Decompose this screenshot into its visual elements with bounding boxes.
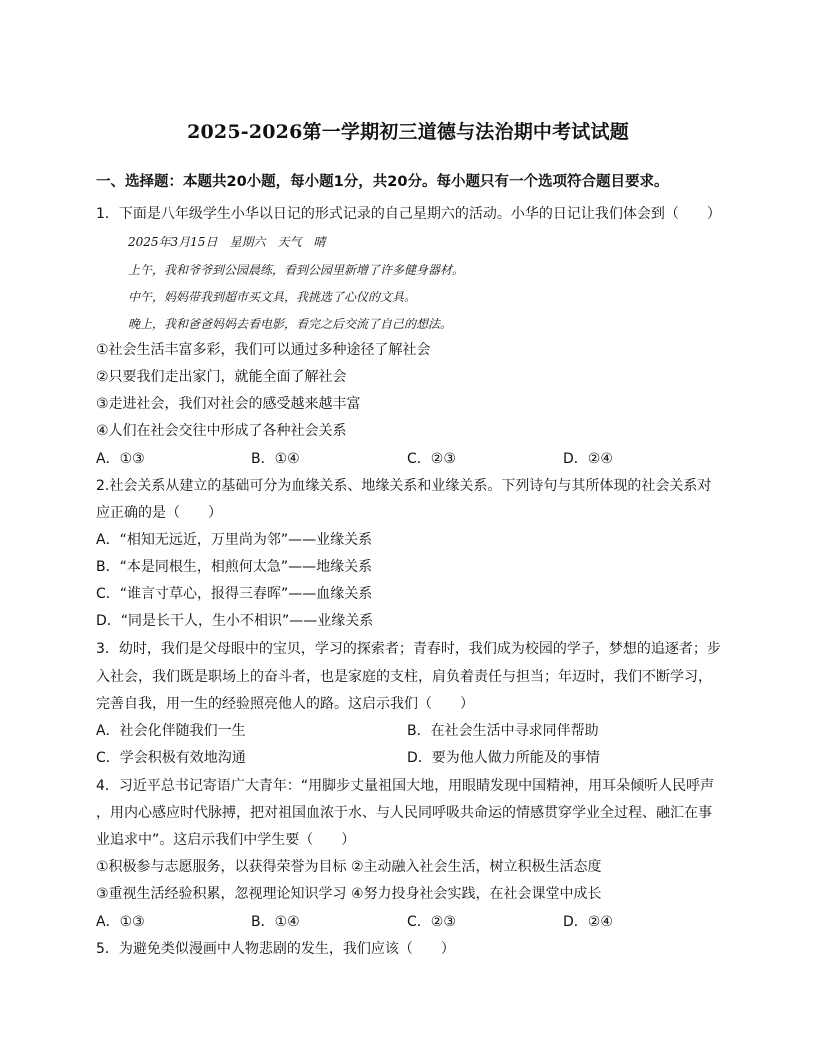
section-header: 一、选择题：本题共20小题，每小题1分，共20分。每小题只有一个选项符合题目要求。	[96, 174, 669, 190]
q4-option-d: D．②④	[563, 914, 613, 930]
q4-stem: 业追求中”。这启示我们中学生要（ ）	[96, 832, 356, 848]
q1-option-a: A．①③	[96, 451, 145, 467]
q1-diary-line: 上午，我和爷爷到公园晨练，看到公园里新增了许多健身器材。	[128, 263, 465, 277]
q1-option-b: B．①④	[251, 451, 300, 467]
q1-option-c: C．②③	[407, 451, 456, 467]
q4-option-a: A．①③	[96, 914, 145, 930]
q1-diary-line: 晚上，我和爸爸妈妈去看电影，看完之后交流了自己的想法。	[128, 317, 453, 331]
q1-option-d: D．②④	[563, 451, 613, 467]
q3-option-b: B．在社会生活中寻求同伴帮助	[407, 723, 599, 739]
q4-option-c: C．②③	[407, 914, 456, 930]
q1-statement: ①社会生活丰富多彩，我们可以通过多种途径了解社会	[96, 342, 431, 358]
q2-option-a: A．“相知无远近，万里尚为邻”——业缘关系	[96, 532, 373, 548]
q3-option-a: A．社会化伴随我们一生	[96, 723, 246, 739]
q4-option-b: B．①④	[251, 914, 300, 930]
q2-option-b: B．“本是同根生，相煎何太急”——地缘关系	[96, 559, 373, 575]
q1-statement: ②只要我们走出家门，就能全面了解社会	[96, 369, 347, 385]
q2-option-d: D．“同是长干人，生小不相识”——业缘关系	[96, 613, 374, 629]
q4-stem: ，用内心感应时代脉搏，把对祖国血浓于水、与人民同呼吸共命运的情感贯穿学业全过程、融汇在事	[96, 805, 712, 821]
q3-stem: 入社会，我们既是职场上的奋斗者，也是家庭的支柱，肩负着责任与担当；年迈时，我们不断学习，	[96, 669, 712, 685]
q5-stem: 5．为避免类似漫画中人物悲剧的发生，我们应该（ ）	[96, 941, 455, 957]
q3-stem: 完善自我，用一生的经验照亮他人的路。这启示我们（ ）	[96, 696, 474, 712]
q1-diary-line: 2025年3月15日 星期六 天气 晴	[128, 235, 326, 249]
q1-statement: ④人们在社会交往中形成了各种社会关系	[96, 423, 347, 439]
q3-option-c: C．学会积极有效地沟通	[96, 750, 246, 766]
q3-option-d: D．要为他人做力所能及的事情	[407, 750, 600, 766]
q1-diary-line: 中午，妈妈带我到超市买文具，我挑选了心仪的文具。	[128, 290, 417, 304]
q1-stem: 1．下面是八年级学生小华以日记的形式记录的自己星期六的活动。小华的日记让我们体会到（ ）	[96, 206, 721, 222]
q4-stem: 4．习近平总书记寄语广大青年：“用脚步丈量祖国大地，用眼睛发现中国精神，用耳朵倾听人民呼声	[96, 778, 715, 794]
q2-stem: 2.社会关系从建立的基础可分为血缘关系、地缘关系和业缘关系。下列诗句与其所体现的社会关系对	[96, 478, 712, 494]
q1-statement: ③走进社会，我们对社会的感受越来越丰富	[96, 396, 361, 412]
page-title: 2025-2026第一学期初三道德与法治期中考试试题	[187, 121, 629, 143]
q2-option-c: C．“谁言寸草心，报得三春晖”——血缘关系	[96, 586, 373, 602]
q4-statement: ③重视生活经验积累，忽视理论知识学习 ④努力投身社会实践，在社会课堂中成长	[96, 886, 602, 902]
q2-stem: 应正确的是（ ）	[96, 505, 222, 521]
q3-stem: 3．幼时，我们是父母眼中的宝贝，学习的探索者；青春时，我们成为校园的学子，梦想的追逐者；步	[96, 641, 721, 657]
q4-statement: ①积极参与志愿服务，以获得荣誉为目标 ②主动融入社会生活，树立积极生活态度	[96, 859, 602, 875]
